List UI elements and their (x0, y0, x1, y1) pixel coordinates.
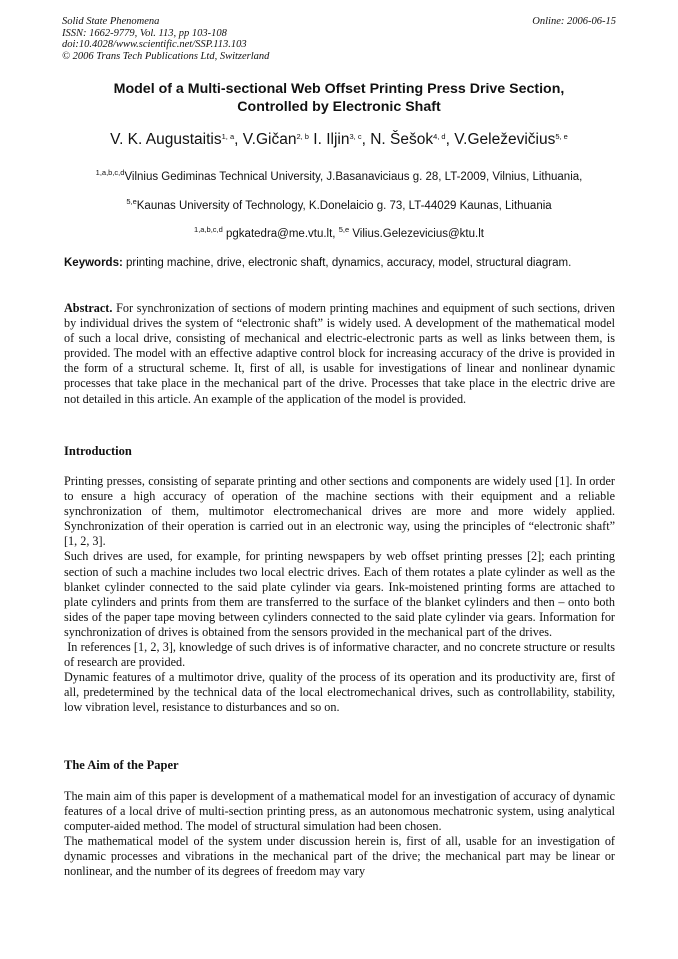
paragraph: The mathematical model of the system under discussion herein is, first of all, usable for an investigation of dynamic processes and vibrations in the mechanical part of the drive; the mechanical part may be linear or nonlinear, and the number of its degrees of freedom may vary (64, 834, 615, 879)
author-separator: , (234, 131, 243, 148)
author-sup: 1, a (221, 132, 235, 141)
section-heading-aim: The Aim of the Paper (64, 758, 179, 772)
author-name: I. Iljin (313, 131, 350, 148)
keywords-text: printing machine, drive, electronic shaft, dynamics, accuracy, model, structural diagram. (126, 257, 572, 269)
abstract (64, 301, 615, 407)
affiliation-text: Vilnius Gediminas Technical University, J.Basanaviciaus g. 28, LT-2009, Vilnius, Lithuania, (124, 171, 583, 183)
doi: doi:10.4028/www.scientific.net/SSP.113.103 (62, 39, 247, 50)
paper-title (60, 80, 618, 116)
email-link[interactable]: Vilius.Gelezevicius@ktu.lt (352, 228, 484, 240)
journal-header (62, 16, 616, 62)
keywords-label: Keywords: (64, 257, 123, 269)
abstract-label: Abstract. (64, 301, 113, 315)
paragraph: Dynamic features of a multimotor drive, quality of the process of its operation and its productivity are, first of all, predetermined by the technical data of the local electromechanical drives, such as controllability, stability, low vibration level, resistance to disturbances and so on. (64, 670, 615, 715)
copyright: © 2006 Trans Tech Publications Ltd, Switzerland (62, 50, 270, 62)
paragraph: The main aim of this paper is development of a mathematical model for an investigation of accuracy of dynamic features of a local drive of multi-section printing press, as an autonomous mechatronic system, using analytical computer-aided method. The model of structural simulation had been chosen. (64, 789, 615, 834)
author-name: V.Gičan (242, 131, 297, 148)
author-name: V. K. Augustaitis (110, 131, 222, 148)
email-link[interactable]: pgkatedra@me.vtu.lt, (226, 228, 336, 240)
section-heading-introduction: Introduction (64, 444, 132, 458)
author-sup: 3, c (349, 132, 362, 141)
author-sup: 2, b (296, 132, 309, 141)
author-sup: 5, e (555, 132, 568, 141)
title-line-2: Controlled by Electronic Shaft (237, 99, 441, 115)
author-list (40, 131, 638, 149)
email-line (40, 225, 638, 240)
paragraph: Printing presses, consisting of separate printing and other sections and components are widely used [1]. In order to ensure a high accuracy of operation of the machine sections with their equipment and a reliable synchronization of them, multimotor electromechanical drives are more and more widely applied. Synchronization of their operation is carried out in an electronic way, using the principles of “electronic shaft” [1, 2, 3]. (64, 474, 615, 549)
journal-name: Solid State Phenomena (62, 16, 160, 27)
author-name: N. Šešok (370, 131, 434, 148)
author-separator: , (361, 131, 371, 148)
online-date: Online: 2006-06-15 (532, 16, 616, 27)
author-sup: 4, d (433, 132, 446, 141)
email-sup: 1,a,b,c,d (194, 225, 223, 234)
paragraph: Such drives are used, for example, for printing newspapers by web offset printing presses [2]; each printing section of such a machine includes two local electric drives. Each of them rotates a plate cylinder as well as the blanket cylinder connected to the said plate cylinder via gears. Ink-moistened printing forms are attached to plate cylinders and prints from them are transferred to the surface of the blanket cylinders and then – onto both sides of the paper tape moving between cylinders connected to the said plate cylinder via gears. Information for synchronization of drives is obtained from the sensors provided in the mechanical part of the drives. (64, 549, 615, 639)
issn: ISSN: 1662-9779, Vol. 113, pp 103-108 (62, 27, 227, 39)
author-separator: , (445, 131, 455, 148)
affiliation-1 (40, 168, 638, 183)
affiliation-sup: 1,a,b,c,d (95, 168, 125, 177)
abstract-text: For synchronization of sections of modern printing machines and equipment of such sections, driven by individual drives the system of “electronic shaft” is widely used. A development of the mathematical model of such a local drive, consisting of mechanical and electric-electronic parts as well as links between them, is provided. The model with an effective adaptive control block for increasing accuracy of the drive is provided in the form of a structural scheme. It, first of all, is usable for investigations of linear and nonlinear dynamic processes that take place in the mechanical part of the drive. Processes that take place in the electric drive are not detailed in this article. An example of the application of the model is provided. (64, 301, 616, 406)
aim-body (64, 789, 615, 880)
title-line-1: Model of a Multi-sectional Web Offset Printing Press Drive Section, (113, 81, 565, 97)
affiliation-text: Kaunas University of Technology, K.Donelaicio g. 73, LT-44029 Kaunas, Lithuania (136, 200, 552, 212)
affiliation-sup: 5,e (126, 197, 137, 206)
author-name: V.Geleževičius (454, 131, 556, 148)
introduction-body (64, 474, 619, 716)
keywords (64, 256, 614, 270)
paragraph: In references [1, 2, 3], knowledge of such drives is of informative character, and no concrete structure or results of research are provided. (64, 640, 619, 670)
email-sup: 5,e (338, 225, 350, 234)
affiliation-2 (40, 197, 638, 212)
